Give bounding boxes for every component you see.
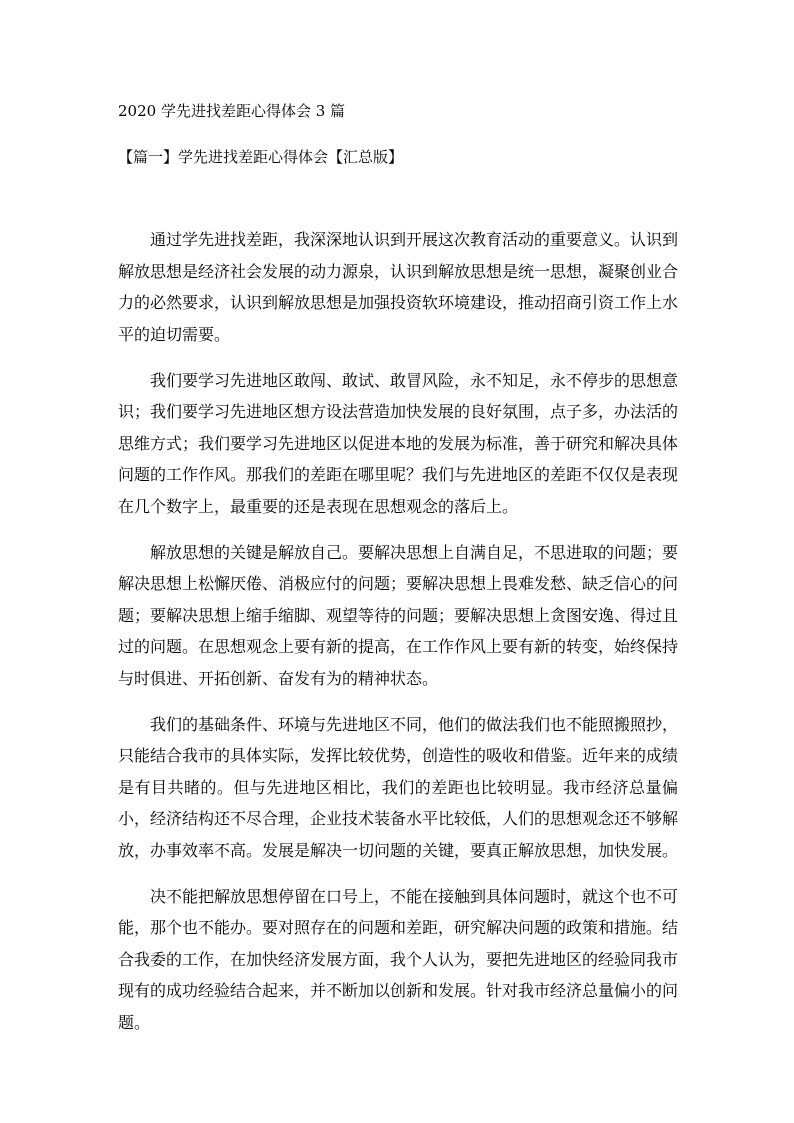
paragraph: 通过学先进找差距，我深深地认识到开展这次教育活动的重要意义。认识到解放思想是经济社会发展的动力源泉，认识到解放思想是统一思想，凝聚创业合力的必然要求，认识到解放思想是加强投资软环境建设，推动招商引资工作上水平的迫切需要。 — [118, 230, 679, 344]
paragraph: 我们的基础条件、环境与先进地区不同，他们的做法我们也不能照搬照抄，只能结合我市的具体实际，发挥比较优势，创造性的吸收和借鉴。近年来的成绩是有目共睹的。但与先进地区相比，我们的差距也比较明显。我市经济总量偏小，经济结构还不尽合理，企业技术装备水平比较低，人们的思想观念还不够解放，办事效率不高。发展是解决一切问题的关键，要真正解放思想，加快发展。 — [118, 714, 679, 860]
paragraph: 决不能把解放思想停留在口号上，不能在接触到具体问题时，就这个也不可能，那个也不能办。要对照存在的问题和差距，研究解决问题的政策和措施。结合我委的工作，在加快经济发展方面，我个人认为，要把先进地区的经验同我市现有的成功经验结合起来，并不断加以创新和发展。针对我市经济总量偏小的问题。 — [118, 886, 679, 1032]
paragraph: 解放思想的关键是解放自己。要解决思想上自满自足，不思进取的问题；要解决思想上松懈厌倦、消极应付的问题；要解决思想上畏难发愁、缺乏信心的问题；要解决思想上缩手缩脚、观望等待的问题；要解决思想上贪图安逸、得过且过的问题。在思想观念上要有新的提高，在工作作风上要有新的转变，始终保持与时俱进、开拓创新、奋发有为的精神状态。 — [118, 542, 679, 688]
document-body — [118, 224, 678, 1053]
paragraph: 我们要学习先进地区敢闯、敢试、敢冒风险，永不知足，永不停步的思想意识；我们要学习先进地区想方设法营造加快发展的良好氛围，点子多，办法活的思维方式；我们要学习先进地区以促进本地的发展为标准，善于研究和解决具体问题的工作作风。那我们的差距在哪里呢？我们与先进地区的差距不仅仅是表现在几个数字上，最重要的还是表现在思想观念的落后上。 — [118, 370, 679, 516]
document-title: 2020 学先进找差距心得体会 3 篇 — [118, 102, 346, 120]
section-heading: 【篇一】学先进找差距心得体会【汇总版】 — [118, 148, 404, 166]
